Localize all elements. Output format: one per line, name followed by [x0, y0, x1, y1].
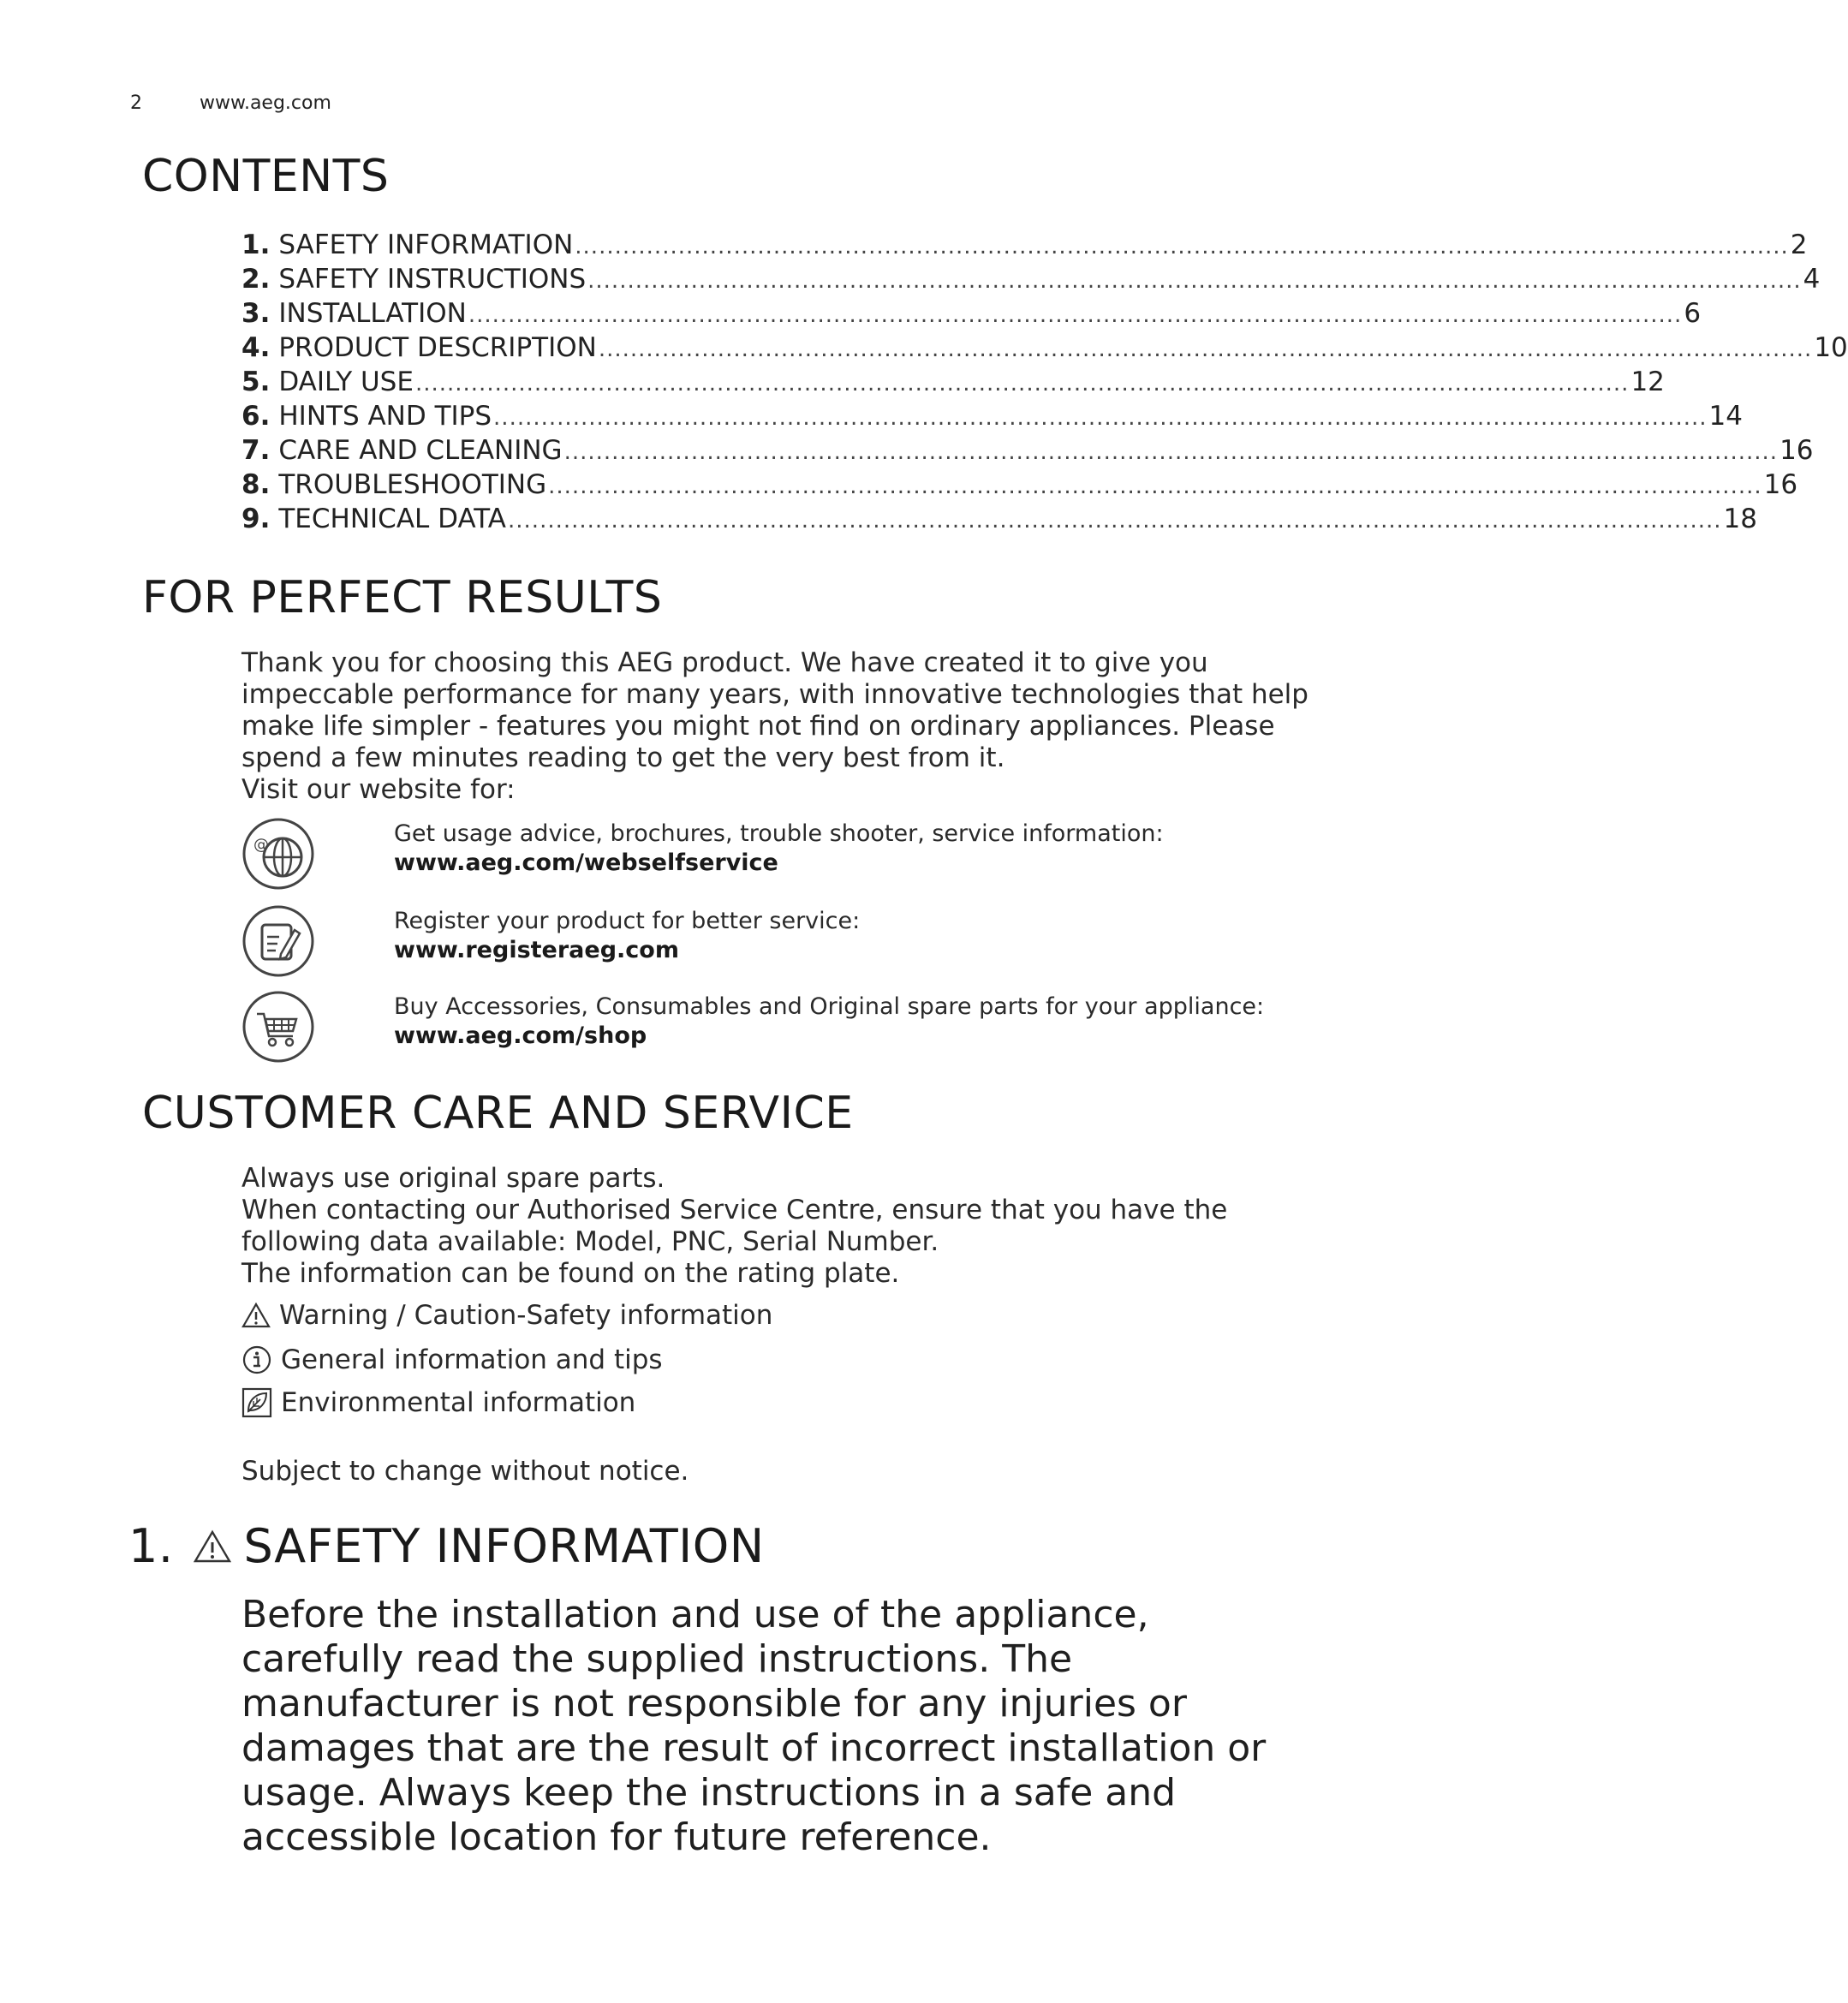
legend-environment	[241, 1384, 635, 1422]
care-paragraph	[241, 1163, 1227, 1290]
intro-line: Visit our website for:	[241, 774, 516, 805]
toc-row[interactable]	[241, 367, 1665, 401]
care-line: The information can be found on the rating plate.	[241, 1258, 900, 1289]
contents-title: CONTENTS	[142, 151, 390, 202]
toc-leader: .........................................................................................................................................................	[563, 439, 1779, 465]
toc-title: CARE AND CLEANING	[278, 435, 563, 466]
web-item-selfservice	[241, 817, 1312, 899]
intro-paragraph	[241, 647, 1309, 806]
webselfservice-link[interactable]: www.aeg.com/webselfservice	[394, 849, 778, 876]
perfect-results-title: FOR PERFECT RESULTS	[142, 572, 663, 623]
toc-row[interactable]	[241, 469, 1798, 504]
section-title: SAFETY INFORMATION	[243, 1519, 765, 1573]
toc-title: PRODUCT DESCRIPTION	[278, 332, 597, 363]
toc-row[interactable]	[241, 230, 1808, 264]
toc-number: 5.	[241, 367, 271, 397]
header-website: www.aeg.com	[200, 92, 331, 114]
toc-page: 10	[1814, 332, 1848, 363]
page-number: 2	[130, 92, 142, 114]
toc-number: 6.	[241, 401, 271, 432]
toc-row[interactable]	[241, 332, 1848, 367]
legend-info	[241, 1341, 663, 1379]
toc-row[interactable]	[241, 298, 1702, 332]
safety-intro-paragraph	[241, 1593, 1338, 1860]
section-number: 1.	[128, 1519, 174, 1573]
care-line: Always use original spare parts.	[241, 1163, 665, 1194]
toc-number: 7.	[241, 435, 271, 466]
safety-line: damages that are the result of incorrect installation or	[241, 1726, 1267, 1770]
toc-leader: .........................................................................................................................................................	[575, 234, 1789, 259]
register-link[interactable]: www.registeraeg.com	[394, 937, 679, 963]
toc-title: DAILY USE	[278, 367, 414, 397]
legend-label: Warning / Caution-Safety information	[279, 1300, 773, 1331]
care-line: following data available: Model, PNC, Serial Number.	[241, 1226, 939, 1257]
shopping-cart-icon	[241, 990, 315, 1064]
toc-leader: .........................................................................................................................................................	[548, 474, 1762, 499]
toc-row[interactable]	[241, 401, 1743, 435]
globe-at-icon	[241, 817, 315, 891]
toc-row[interactable]	[241, 264, 1821, 298]
safety-line: carefully read the supplied instructions. The	[241, 1637, 1073, 1681]
toc-title: SAFETY INFORMATION	[278, 230, 574, 260]
customer-care-title: CUSTOMER CARE AND SERVICE	[142, 1088, 854, 1139]
toc-row[interactable]	[241, 435, 1814, 469]
toc-page: 4	[1803, 264, 1821, 295]
toc-page: 2	[1790, 230, 1808, 260]
intro-line: make life simpler - features you might not find on ordinary appliances. Please	[241, 711, 1275, 742]
intro-line: Thank you for choosing this AEG product. We have created it to give you	[241, 647, 1208, 678]
web-item-description: Get usage advice, brochures, trouble shooter, service information:	[394, 820, 1164, 847]
info-circle-icon	[241, 1344, 272, 1375]
toc-leader: .........................................................................................................................................................	[598, 337, 1813, 362]
toc-leader: .........................................................................................................................................................	[508, 508, 1722, 534]
web-item-shop	[241, 990, 1312, 1072]
web-item-description: Register your product for better service:	[394, 908, 861, 934]
web-item-register	[241, 904, 1312, 987]
toc-page: 6	[1684, 298, 1702, 329]
safety-line: usage. Always keep the instructions in a safe and	[241, 1771, 1177, 1815]
svg-text:@: @	[253, 836, 269, 854]
toc-page: 16	[1779, 435, 1814, 466]
register-pen-icon	[241, 904, 315, 978]
intro-line: impeccable performance for many years, with innovative technologies that help	[241, 679, 1309, 710]
toc-number: 8.	[241, 469, 271, 500]
legend-warning	[241, 1297, 772, 1334]
toc-number: 1.	[241, 230, 271, 260]
safety-line: manufacturer is not responsible for any injuries or	[241, 1682, 1187, 1726]
toc-title: HINTS AND TIPS	[278, 401, 492, 432]
intro-line: spend a few minutes reading to get the very best from it.	[241, 742, 1005, 773]
legend-label: Environmental information	[281, 1387, 636, 1418]
toc-title: TECHNICAL DATA	[278, 504, 507, 534]
toc-title: INSTALLATION	[278, 298, 467, 329]
toc-title: SAFETY INSTRUCTIONS	[278, 264, 587, 295]
toc-page: 16	[1763, 469, 1798, 500]
web-item-description: Buy Accessories, Consumables and Original spare parts for your appliance:	[394, 993, 1265, 1020]
legend-label: General information and tips	[281, 1344, 663, 1375]
toc-leader: .........................................................................................................................................................	[468, 302, 1683, 328]
warning-triangle-icon	[241, 1302, 271, 1329]
toc-page: 18	[1723, 504, 1757, 534]
safety-line: Before the installation and use of the appliance,	[241, 1593, 1149, 1636]
warning-triangle-icon	[193, 1529, 232, 1565]
care-line: When contacting our Authorised Service Centre, ensure that you have the	[241, 1195, 1228, 1225]
toc-page: 12	[1630, 367, 1665, 397]
table-of-contents	[241, 230, 1848, 538]
toc-leader: .........................................................................................................................................................	[493, 405, 1708, 431]
toc-leader: .........................................................................................................................................................	[587, 268, 1802, 294]
toc-page: 14	[1708, 401, 1743, 432]
toc-number: 4.	[241, 332, 271, 363]
toc-number: 9.	[241, 504, 271, 534]
toc-title: TROUBLESHOOTING	[278, 469, 547, 500]
leaf-icon	[241, 1387, 272, 1418]
change-notice: Subject to change without notice.	[241, 1456, 689, 1487]
page-header	[130, 92, 331, 114]
safety-information-heading	[128, 1519, 765, 1573]
toc-number: 3.	[241, 298, 271, 329]
toc-leader: .........................................................................................................................................................	[414, 371, 1630, 396]
toc-row[interactable]	[241, 504, 1757, 538]
toc-number: 2.	[241, 264, 271, 295]
safety-line: accessible location for future reference.	[241, 1815, 992, 1859]
shop-link[interactable]: www.aeg.com/shop	[394, 1022, 647, 1049]
